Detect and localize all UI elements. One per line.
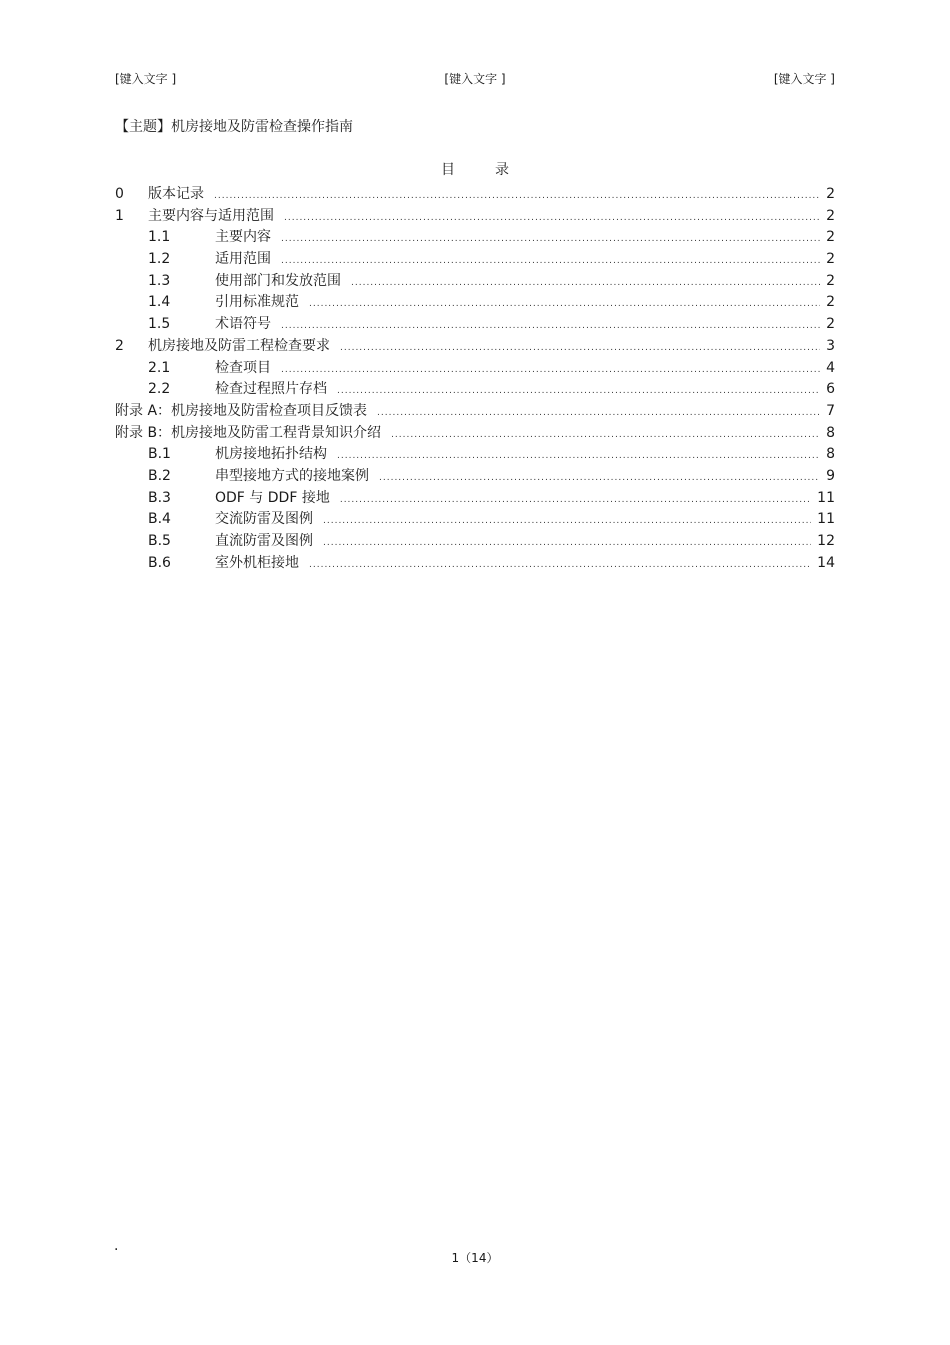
toc-entry[interactable]: [115, 401, 835, 423]
toc-dot-leader: [281, 360, 820, 382]
page-header: [115, 71, 835, 87]
toc-entry-number: B.3: [148, 489, 171, 506]
toc-entry-number: 1.5: [148, 316, 171, 333]
toc-entry-label: 串型接地方式的接地案例: [215, 467, 369, 484]
toc-entry-page: 3: [826, 337, 835, 354]
toc-dot-leader: [309, 555, 811, 577]
toc-entry-number: 0: [115, 186, 124, 202]
toc-entry-label: 附录 B：机房接地及防雷工程背景知识介绍: [115, 424, 382, 441]
toc-entry-page: 7: [826, 402, 835, 419]
toc-dot-leader: [323, 533, 811, 555]
toc-title: 目录: [441, 162, 549, 178]
toc-entry[interactable]: [115, 184, 835, 206]
toc-entry-page: 14: [817, 554, 835, 571]
toc-entry-page: 8: [826, 446, 835, 463]
toc-entry[interactable]: [115, 271, 835, 293]
toc-entry-label: 机房接地及防雷工程检查要求: [148, 337, 330, 354]
toc-entry-label: 适用范围: [215, 251, 271, 268]
toc-entry-label: 机房接地拓扑结构: [215, 446, 327, 463]
toc-entry[interactable]: [115, 553, 835, 575]
toc-entry-number: B.4: [148, 511, 171, 528]
toc-dot-leader: [281, 229, 820, 251]
toc-entry[interactable]: [115, 379, 835, 401]
toc-entry-page: 2: [826, 186, 835, 202]
toc-entry-label: 附录 A：机房接地及防雷检查项目反馈表: [115, 402, 368, 419]
document-subject: 【主题】机房接地及防雷检查操作指南: [115, 119, 353, 135]
footer-page-number: 1（14）: [451, 1251, 499, 1265]
toc-entry-number: 1.1: [148, 229, 171, 246]
toc-entry-label: 交流防雷及图例: [215, 511, 313, 528]
toc-entry-number: 2.2: [148, 381, 171, 398]
toc-entry-number: 1: [115, 207, 124, 224]
toc-entry[interactable]: [115, 336, 835, 358]
toc-entry-page: 2: [826, 272, 835, 289]
toc-entry-page: 9: [826, 467, 835, 484]
toc-entry[interactable]: [115, 249, 835, 271]
toc-entry-label: 引用标准规范: [215, 294, 299, 311]
toc-entry-number: B.5: [148, 533, 171, 549]
toc-entry[interactable]: [115, 227, 835, 249]
header-center: [键入文字 ]: [444, 72, 506, 86]
toc-entry-page: 2: [826, 207, 835, 224]
toc-entry-label: 室外机柜接地: [215, 554, 299, 571]
toc-entry[interactable]: [115, 531, 835, 553]
toc-entry-number: 1.3: [148, 272, 171, 289]
toc-dot-leader: [281, 251, 820, 273]
toc-entry-number: 2: [115, 337, 124, 354]
toc-dot-leader: [337, 446, 820, 468]
toc-entry-page: 2: [826, 229, 835, 246]
table-of-contents: [115, 184, 835, 574]
toc-entry-page: 11: [817, 489, 835, 506]
toc-entry[interactable]: [115, 206, 835, 228]
toc-entry[interactable]: [115, 466, 835, 488]
toc-entry-label: ODF 与 DDF 接地: [215, 489, 330, 506]
toc-entry-label: 版本记录: [148, 186, 204, 202]
toc-entry-number: B.6: [148, 554, 171, 571]
toc-dot-leader: [284, 208, 820, 230]
toc-dot-leader: [391, 425, 820, 447]
toc-entry[interactable]: [115, 423, 835, 445]
footer-dot: .: [114, 1238, 119, 1254]
toc-dot-leader: [340, 338, 820, 360]
toc-entry-page: 2: [826, 251, 835, 268]
toc-entry[interactable]: [115, 292, 835, 314]
toc-entry[interactable]: [115, 488, 835, 510]
toc-dot-leader: [340, 490, 811, 512]
toc-entry-page: 8: [826, 424, 835, 441]
toc-entry-page: 2: [826, 316, 835, 333]
toc-entry-page: 2: [826, 294, 835, 311]
toc-entry[interactable]: [115, 314, 835, 336]
toc-entry-number: B.2: [148, 467, 171, 484]
toc-entry-label: 检查项目: [215, 359, 271, 376]
toc-entry-label: 使用部门和发放范围: [215, 272, 341, 289]
toc-entry-page: 12: [817, 533, 835, 549]
toc-entry-label: 主要内容与适用范围: [148, 207, 274, 224]
toc-entry-page: 4: [826, 359, 835, 376]
toc-entry-number: 2.1: [148, 359, 171, 376]
toc-entry-label: 直流防雷及图例: [215, 533, 313, 549]
toc-dot-leader: [337, 381, 820, 403]
toc-entry-label: 术语符号: [215, 316, 271, 333]
toc-entry-number: B.1: [148, 446, 171, 463]
toc-entry-number: 1.4: [148, 294, 171, 311]
toc-entry-page: 11: [817, 511, 835, 528]
header-left: [键入文字 ]: [115, 72, 177, 86]
toc-entry-label: 检查过程照片存档: [215, 381, 327, 398]
toc-dot-leader: [379, 468, 820, 490]
toc-dot-leader: [281, 316, 820, 338]
toc-dot-leader: [214, 186, 820, 208]
header-right: [键入文字 ]: [773, 72, 835, 86]
toc-entry-label: 主要内容: [215, 229, 271, 246]
toc-dot-leader: [323, 511, 811, 533]
toc-entry-number: 1.2: [148, 251, 171, 268]
toc-dot-leader: [309, 294, 820, 316]
toc-entry[interactable]: [115, 509, 835, 531]
toc-entry-page: 6: [826, 381, 835, 398]
toc-dot-leader: [377, 403, 820, 425]
toc-dot-leader: [351, 273, 820, 295]
toc-entry[interactable]: [115, 358, 835, 380]
toc-entry[interactable]: [115, 444, 835, 466]
